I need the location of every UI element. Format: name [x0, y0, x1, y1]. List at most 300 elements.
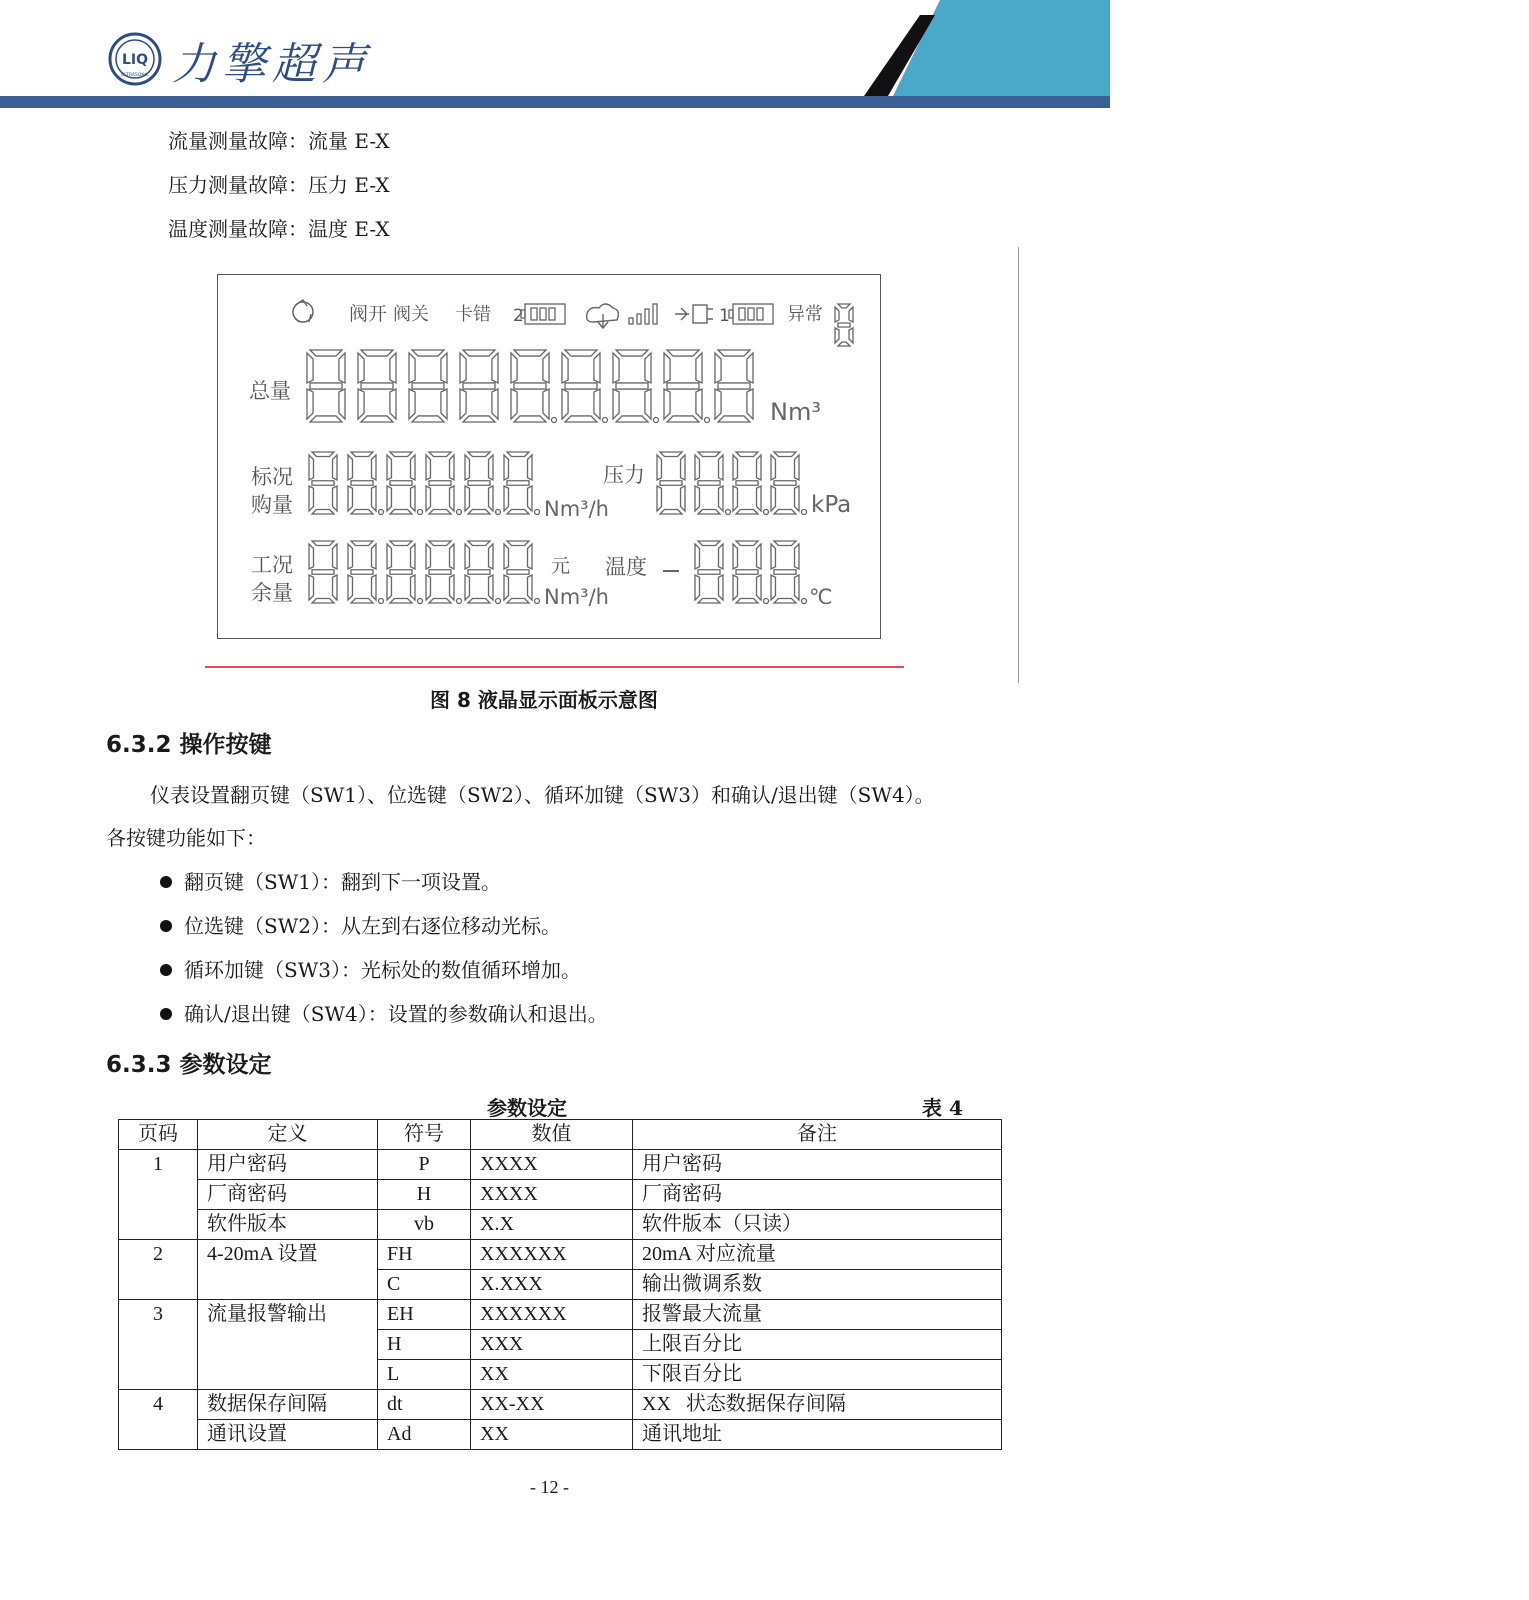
lcd-total-unit: Nm³ — [770, 398, 821, 426]
note-cell: 厂商密码 — [633, 1180, 1002, 1210]
symbol-cell: FH — [378, 1240, 471, 1270]
lcd-segment — [507, 510, 529, 514]
lcd-segment — [645, 389, 651, 419]
plug-icon — [675, 305, 713, 323]
value-cell: XX-XX — [471, 1390, 633, 1420]
lcd-segment — [312, 510, 334, 514]
margin-line — [1018, 247, 1019, 683]
lcd-segment — [339, 389, 345, 419]
lcd-digit-8 — [358, 350, 396, 422]
lcd-digit-8 — [733, 452, 769, 515]
col-header-symbol: 符号 — [378, 1120, 471, 1150]
lcd-segment — [468, 481, 490, 485]
lcd-segment — [504, 455, 508, 480]
lcd-segment — [736, 541, 758, 545]
fault-line-flow: 流量测量故障：流量 E-X — [168, 129, 390, 153]
lcd-segment — [774, 541, 796, 545]
lcd-segment — [795, 575, 799, 600]
lcd-abnormal: 异常 — [787, 304, 823, 325]
lcd-segment — [307, 353, 313, 383]
lcd-segment — [468, 570, 490, 574]
lcd-segment — [771, 544, 775, 569]
lcd-segment — [468, 541, 490, 545]
lcd-segment — [351, 599, 373, 603]
lcd-digit-8 — [460, 350, 498, 422]
lcd-segment — [507, 570, 529, 574]
lcd-digit-8 — [715, 350, 753, 422]
lcd-digit-8 — [309, 452, 337, 514]
lcd-digit-8 — [664, 350, 710, 423]
lcd-segment — [528, 575, 532, 600]
svg-text:ULTRASONIC: ULTRASONIC — [120, 73, 150, 78]
lcd-segment — [450, 455, 454, 480]
lcd-segment — [309, 575, 313, 600]
lcd-segment — [757, 575, 761, 600]
lcd-segment — [698, 481, 720, 485]
lcd-decimal-point — [535, 510, 540, 515]
lcd-segment — [358, 353, 364, 383]
note-cell: 报警最大流量 — [633, 1300, 1002, 1330]
lcd-segment — [514, 416, 546, 422]
lcd-segment — [757, 544, 761, 569]
lcd-segment — [351, 541, 373, 545]
lcd-segment — [465, 486, 469, 511]
definition-cell: 厂商密码 — [198, 1180, 378, 1210]
lcd-decimal-point — [496, 599, 501, 604]
lcd-segment — [309, 455, 313, 480]
lcd-digit-8 — [426, 452, 462, 515]
lcd-segment — [441, 389, 447, 419]
lcd-segment — [795, 486, 799, 511]
lcd-segment — [351, 510, 373, 514]
lcd-segment — [312, 481, 334, 485]
lcd-segment — [645, 353, 651, 383]
lcd-segment — [450, 575, 454, 600]
lcd-decimal-point — [764, 599, 769, 604]
lcd-segment — [460, 389, 466, 419]
lcd-segment — [562, 389, 568, 419]
lcd-segment — [390, 541, 412, 545]
lcd-segment — [372, 455, 376, 480]
note-cell: XX 状态数据保存间隔 — [633, 1390, 1002, 1420]
lcd-segment — [736, 452, 758, 456]
lcd-segment — [372, 575, 376, 600]
lcd-decimal-point — [802, 599, 807, 604]
fault-line-temperature: 温度测量故障：温度 E-X — [168, 217, 390, 241]
lcd-segment — [771, 455, 775, 480]
table-row — [119, 1390, 1002, 1420]
lcd-segment — [507, 481, 529, 485]
definition-cell: 软件版本 — [198, 1210, 378, 1240]
lcd-digit-8 — [348, 541, 384, 604]
lcd-digit-8 — [426, 541, 462, 604]
lcd-segment — [733, 544, 737, 569]
bullet-text: 循环加键（SW3）：光标处的数值循环增加。 — [184, 958, 581, 982]
lcd-segment — [838, 323, 850, 327]
lcd-segment — [795, 544, 799, 569]
table-number: 表 4 — [922, 1096, 963, 1120]
lcd-segment — [681, 455, 685, 480]
section-title-632: 6.3.2 操作按键 — [106, 732, 272, 758]
lcd-segment — [412, 416, 444, 422]
symbol-cell: dt — [378, 1390, 471, 1420]
note-cell: 软件版本（只读） — [633, 1210, 1002, 1240]
lcd-segment — [514, 350, 546, 356]
lcd-segment — [411, 455, 415, 480]
lcd-segment — [774, 510, 796, 514]
lcd-digit-8 — [504, 541, 540, 604]
lcd-segment — [774, 452, 796, 456]
lcd-segment — [465, 575, 469, 600]
lcd-decimal-point — [496, 510, 501, 515]
lcd-segment — [390, 481, 412, 485]
lcd-segment — [733, 575, 737, 600]
bullet-icon — [160, 920, 172, 932]
lcd-segment — [426, 544, 430, 569]
table-title: 参数设定 — [487, 1096, 567, 1120]
lcd-digit-8 — [613, 350, 659, 423]
lcd-segment — [348, 575, 352, 600]
lcd-digit-8 — [695, 541, 723, 603]
lcd-segment — [698, 599, 720, 603]
table-row — [119, 1420, 1002, 1450]
lcd-decimal-point — [379, 599, 384, 604]
lcd-card-error: 卡错 — [455, 304, 491, 325]
lcd-decimal-point — [552, 418, 557, 423]
table-row — [119, 1150, 1002, 1180]
recycle-icon — [293, 300, 313, 322]
lcd-segment — [426, 575, 430, 600]
lcd-decimal-point — [802, 510, 807, 515]
symbol-cell: C — [378, 1270, 471, 1300]
lcd-valve-close: 阀关 — [393, 304, 429, 325]
lcd-segment — [387, 486, 391, 511]
figure-rule — [205, 666, 904, 668]
col-header-definition: 定义 — [198, 1120, 378, 1150]
table-header-row — [119, 1120, 1002, 1150]
lcd-segment — [390, 510, 412, 514]
symbol-cell: H — [378, 1330, 471, 1360]
value-cell: XXXXXX — [471, 1240, 633, 1270]
lcd-segment — [747, 389, 753, 419]
bullet-item — [160, 910, 561, 939]
lcd-segment — [390, 452, 412, 456]
table-row — [119, 1180, 1002, 1210]
lcd-segment — [795, 455, 799, 480]
lcd-digit-8 — [309, 541, 337, 603]
definition-cell: 流量报警输出 — [198, 1300, 378, 1390]
lcd-segment — [664, 353, 670, 383]
lcd-temp-label: 温度 — [605, 555, 647, 579]
lcd-segment — [838, 304, 850, 308]
bullet-icon — [160, 876, 172, 888]
lcd-segment — [660, 481, 682, 485]
lcd-segment — [657, 455, 661, 480]
lcd-segment — [450, 486, 454, 511]
symbol-cell: Ad — [378, 1420, 471, 1450]
lcd-segment — [361, 383, 393, 389]
lcd-segment — [736, 570, 758, 574]
lcd-pressure-unit: kPa — [811, 492, 852, 518]
lcd-segment — [409, 389, 415, 419]
lcd-segment — [616, 416, 648, 422]
lcd-segment — [372, 486, 376, 511]
lcd-segment — [468, 599, 490, 603]
lcd-segment — [361, 416, 393, 422]
lcd-remain-label: 余量 — [251, 581, 293, 605]
lcd-battery1-label: 1 — [719, 306, 730, 326]
lcd-panel-drawing — [217, 274, 881, 639]
lcd-segment — [698, 452, 720, 456]
definition-cell: 4-20mA 设置 — [198, 1240, 378, 1300]
lcd-segment — [747, 353, 753, 383]
lcd-decimal-point — [418, 599, 423, 604]
lcd-segment — [565, 416, 597, 422]
col-header-page: 页码 — [119, 1120, 198, 1150]
lcd-buy-label: 购量 — [251, 493, 293, 517]
definition-cell: 用户密码 — [198, 1150, 378, 1180]
lcd-digit-8 — [511, 350, 557, 423]
lcd-digit-8 — [387, 541, 423, 604]
lcd-digit-8 — [465, 541, 501, 604]
note-cell: 下限百分比 — [633, 1360, 1002, 1390]
lcd-segment — [429, 510, 451, 514]
lcd-segment — [387, 575, 391, 600]
intro-line-1: 仪表设置翻页键（SW1）、位选键（SW2）、循环加键（SW3）和确认/退出键（SW4）。 — [150, 783, 935, 807]
lcd-digit-8 — [387, 452, 423, 515]
lcd-segment — [372, 544, 376, 569]
signal-icon — [629, 304, 657, 324]
lcd-segment — [849, 328, 853, 343]
lcd-segment — [507, 452, 529, 456]
intro-line-2: 各按键功能如下： — [106, 826, 266, 850]
lcd-segment — [312, 570, 334, 574]
lcd-segment — [390, 353, 396, 383]
lcd-segment — [463, 383, 495, 389]
definition-cell: 通讯设置 — [198, 1420, 378, 1450]
lcd-segment — [348, 486, 352, 511]
fault-line-pressure: 压力测量故障：压力 E-X — [168, 173, 390, 197]
lcd-segment — [412, 350, 444, 356]
lcd-digit-8 — [504, 452, 540, 515]
lcd-segment — [774, 570, 796, 574]
lcd-segment — [468, 452, 490, 456]
logo-icon — [108, 32, 162, 86]
lcd-battery2-label: 2 — [513, 306, 524, 326]
lcd-total-label: 总量 — [249, 379, 291, 403]
lcd-segment — [309, 544, 313, 569]
section-title-633: 6.3.3 参数设定 — [106, 1052, 272, 1078]
note-cell: 通讯地址 — [633, 1420, 1002, 1450]
lcd-digit-8 — [657, 452, 685, 514]
lcd-yuan-unit: 元 — [551, 555, 571, 577]
lcd-segment — [616, 383, 648, 389]
lcd-segment — [333, 486, 337, 511]
lcd-segment — [838, 342, 850, 346]
lcd-segment — [411, 544, 415, 569]
lcd-segment — [348, 455, 352, 480]
lcd-segment — [333, 455, 337, 480]
lcd-segment — [849, 307, 853, 322]
lcd-segment — [562, 353, 568, 383]
lcd-digit-8 — [733, 541, 769, 604]
lcd-digit-8 — [348, 452, 384, 515]
lcd-segment — [667, 416, 699, 422]
lcd-segment — [698, 570, 720, 574]
lcd-segment — [613, 353, 619, 383]
lcd-segment — [719, 455, 723, 480]
lcd-segment — [695, 544, 699, 569]
value-cell: XXXX — [471, 1150, 633, 1180]
table-row — [119, 1210, 1002, 1240]
lcd-segment — [771, 575, 775, 600]
table-row — [119, 1240, 1002, 1270]
lcd-segment — [774, 481, 796, 485]
bullet-text: 位选键（SW2）：从左到右逐位移动光标。 — [184, 914, 561, 938]
lcd-segment — [696, 389, 702, 419]
lcd-segment — [565, 383, 597, 389]
bullet-item — [160, 998, 608, 1027]
lcd-segment — [441, 353, 447, 383]
lcd-digit-8 — [562, 350, 608, 423]
page-cell: 2 — [119, 1240, 198, 1300]
page-cell: 4 — [119, 1390, 198, 1450]
lcd-segment — [492, 389, 498, 419]
lcd-segment — [504, 544, 508, 569]
lcd-segment — [310, 350, 342, 356]
col-header-value: 数值 — [471, 1120, 633, 1150]
bullet-text: 翻页键（SW1）：翻到下一项设置。 — [184, 870, 501, 894]
value-cell: X.XXX — [471, 1270, 633, 1300]
lcd-segment — [348, 544, 352, 569]
lcd-segment — [616, 350, 648, 356]
value-cell: X.X — [471, 1210, 633, 1240]
lcd-segment — [358, 389, 364, 419]
lcd-segment — [718, 350, 750, 356]
lcd-segment — [312, 541, 334, 545]
lcd-segment — [351, 481, 373, 485]
lcd-work-unit: Nm³/h — [544, 585, 609, 609]
lcd-segment — [695, 455, 699, 480]
lcd-segment — [426, 486, 430, 511]
bullet-text: 确认/退出键（SW4）：设置的参数确认和退出。 — [184, 1002, 608, 1026]
value-cell: XX — [471, 1420, 633, 1450]
symbol-cell: P — [378, 1150, 471, 1180]
bullet-icon — [160, 964, 172, 976]
lcd-segment — [718, 383, 750, 389]
lcd-valve-open: 阀开 — [349, 303, 388, 325]
lcd-digit-8 — [409, 350, 447, 422]
lcd-digit-8 — [771, 452, 807, 515]
lcd-segment — [411, 486, 415, 511]
col-header-note: 备注 — [633, 1120, 1002, 1150]
lcd-segment — [511, 353, 517, 383]
lcd-segment — [565, 350, 597, 356]
lcd-segment — [664, 389, 670, 419]
lcd-segment — [333, 544, 337, 569]
lcd-segment — [736, 599, 758, 603]
lcd-segment — [507, 541, 529, 545]
lcd-segment — [504, 486, 508, 511]
lcd-segment — [514, 383, 546, 389]
note-cell: 20mA 对应流量 — [633, 1240, 1002, 1270]
page-cell: 1 — [119, 1150, 198, 1240]
lcd-decimal-point — [654, 418, 659, 423]
lcd-segment — [695, 575, 699, 600]
lcd-decimal-point — [764, 510, 769, 515]
lcd-temp-unit: ℃ — [809, 585, 833, 609]
definition-cell: 数据保存间隔 — [198, 1390, 378, 1420]
figure-caption: 图 8 液晶显示面板示意图 — [430, 688, 658, 712]
bullet-icon — [160, 1008, 172, 1020]
lcd-segment — [411, 575, 415, 600]
note-cell: 输出微调系数 — [633, 1270, 1002, 1300]
lcd-segment — [657, 486, 661, 511]
lcd-segment — [465, 544, 469, 569]
lcd-segment — [450, 544, 454, 569]
lcd-segment — [543, 353, 549, 383]
lcd-segment — [390, 570, 412, 574]
lcd-segment — [695, 486, 699, 511]
parameter-table — [118, 1119, 1002, 1450]
lcd-segment — [594, 389, 600, 419]
bullet-item — [160, 866, 501, 895]
lcd-segment — [387, 544, 391, 569]
lcd-segment — [719, 544, 723, 569]
value-cell: XXXX — [471, 1180, 633, 1210]
lcd-segment — [718, 416, 750, 422]
lcd-segment — [736, 481, 758, 485]
lcd-segment — [594, 353, 600, 383]
lcd-decimal-point — [705, 418, 710, 423]
brand-name: 力擎超声 — [172, 39, 372, 90]
lcd-segment — [660, 510, 682, 514]
lcd-segment — [468, 510, 490, 514]
value-cell: XXX — [471, 1330, 633, 1360]
table-row — [119, 1300, 1002, 1330]
cloud-icon — [587, 304, 619, 328]
lcd-work-label: 工况 — [251, 553, 293, 577]
lcd-segment — [489, 575, 493, 600]
lcd-segment — [312, 452, 334, 456]
lcd-segment — [715, 389, 721, 419]
lcd-segment — [426, 455, 430, 480]
lcd-decimal-point — [457, 510, 462, 515]
lcd-segment — [351, 452, 373, 456]
lcd-segment — [351, 570, 373, 574]
lcd-segment — [719, 575, 723, 600]
symbol-cell: EH — [378, 1300, 471, 1330]
lcd-segment — [715, 353, 721, 383]
lcd-segment — [660, 452, 682, 456]
lcd-segment — [387, 455, 391, 480]
symbol-cell: vb — [378, 1210, 471, 1240]
lcd-segment — [528, 455, 532, 480]
lcd-segment — [698, 510, 720, 514]
lcd-std-label: 标况 — [251, 465, 293, 489]
lcd-segment — [613, 389, 619, 419]
lcd-segment — [489, 486, 493, 511]
lcd-std-unit: Nm³/h — [544, 497, 609, 521]
lcd-digit-8 — [835, 304, 853, 346]
header-decoration — [0, 0, 1110, 108]
battery-icon-2 — [729, 304, 773, 324]
battery-icon — [521, 304, 565, 324]
lcd-decimal-point — [535, 599, 540, 604]
bullet-item — [160, 954, 581, 983]
svg-text:LIQ: LIQ — [121, 52, 149, 68]
lcd-segment — [667, 350, 699, 356]
